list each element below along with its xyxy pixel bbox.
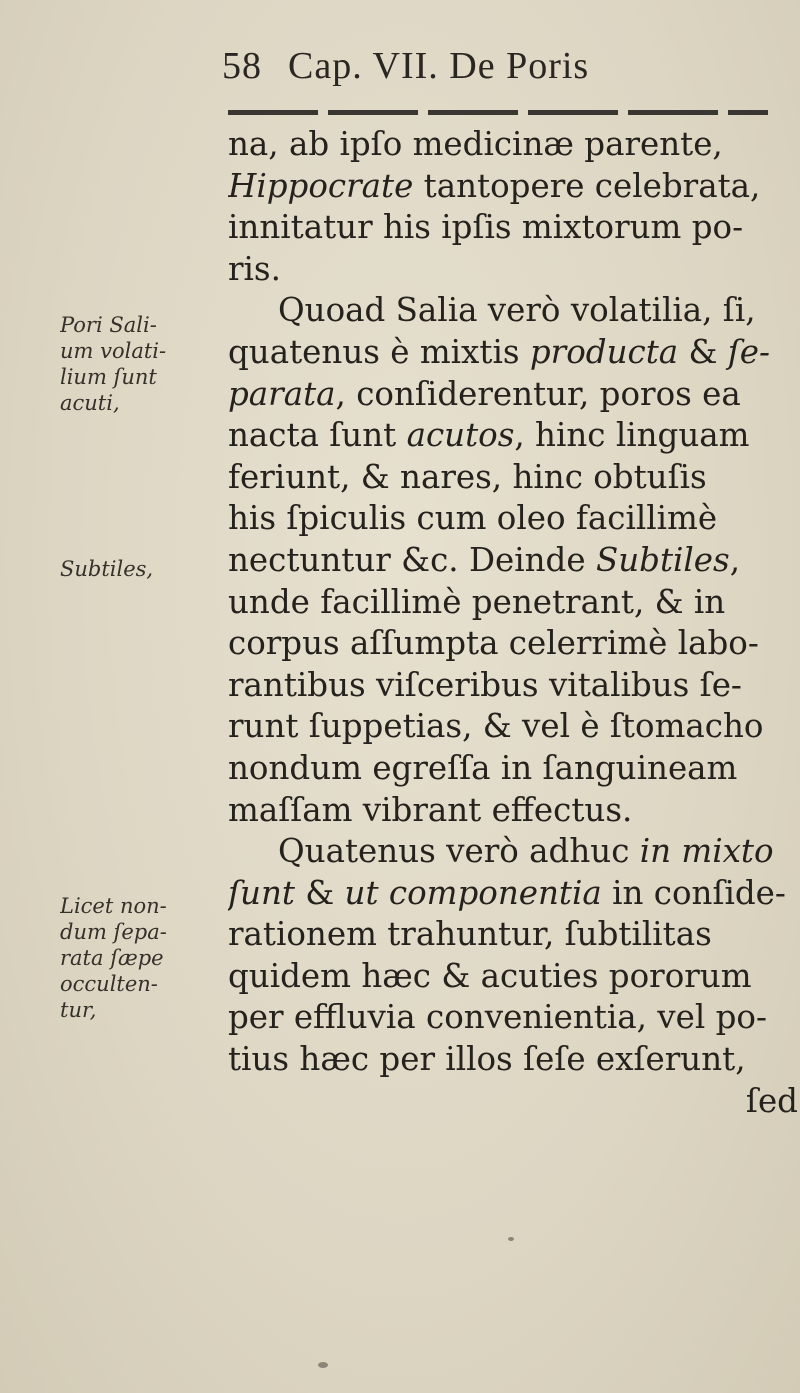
text-line (228, 457, 798, 499)
text-run: per effluvia convenientia, vel po- (228, 998, 767, 1037)
text-line (228, 207, 798, 249)
text-run: runt ſuppetias, & vel è ſtomacho (228, 707, 764, 746)
text-run: corpus aſſumpta celerrimè labo- (228, 624, 759, 663)
running-title: Cap. VII. De Poris (288, 45, 590, 87)
text-run: feriunt, & nares, hinc obtuſis (228, 457, 707, 496)
text-run: , hinc linguam (514, 416, 750, 455)
text-line (228, 249, 798, 291)
text-run: & (678, 332, 728, 371)
text-run: nacta ſunt (228, 416, 407, 455)
margin-note-licet-nondum (60, 893, 230, 1023)
text-line (228, 623, 798, 665)
text-line (228, 1081, 798, 1123)
text-line (228, 124, 798, 166)
text-line (228, 831, 798, 873)
text-run: rantibus viſceribus vitalibus ſe- (228, 665, 742, 704)
italic-phrase: ſunt (228, 873, 295, 912)
page-number: 58 (222, 45, 262, 87)
italic-phrase: ut componentia (344, 873, 602, 912)
text-line (228, 706, 798, 748)
paper-speck (318, 1362, 328, 1368)
text-line (228, 665, 798, 707)
page-header (222, 44, 589, 88)
text-line (228, 1039, 798, 1081)
margin-note-line: lium ſunt (60, 365, 157, 389)
text-line (228, 582, 798, 624)
margin-note-line: dum ſepa- (60, 920, 167, 944)
italic-phrase: ſe- (727, 332, 770, 371)
text-run: tantopere celebrata, (413, 166, 761, 205)
text-line (228, 374, 798, 416)
margin-note-line: Pori Sali- (60, 313, 157, 337)
text-run: quatenus è mixtis (228, 332, 530, 371)
text-run: Quoad Salia verò volatilia, ſi, (278, 291, 756, 330)
italic-phrase: in mixto (639, 832, 774, 871)
text-run: ſed (745, 1081, 798, 1120)
text-run: , conſiderentur, poros ea (335, 374, 741, 413)
text-run: maſſam vibrant effectus. (228, 790, 633, 829)
text-line (228, 790, 798, 832)
text-line (228, 498, 798, 540)
italic-phrase: acutos (406, 416, 515, 455)
text-line (228, 748, 798, 790)
text-run: & (294, 873, 345, 912)
text-run: , (729, 540, 741, 579)
text-line (228, 956, 798, 998)
body-text (228, 124, 798, 1122)
text-run: nondum egreſſa in ſanguineam (228, 748, 738, 787)
margin-note-line: Subtiles, (60, 557, 154, 581)
text-run: in conſide- (601, 873, 786, 912)
margin-note-subtiles (60, 556, 230, 582)
text-run: innitatur his ipſis mixtorum po- (228, 208, 744, 247)
text-run: na, ab ipſo medicinæ parente, (228, 125, 723, 163)
text-line (228, 415, 798, 457)
text-line (228, 166, 798, 208)
text-run: rationem trahuntur, ſubtilitas (228, 915, 712, 954)
text-run: his ſpiculis cum oleo facillimè (228, 499, 718, 538)
text-run: quidem hæc & acuties pororum (228, 956, 752, 995)
text-run: tius hæc per illos ſeſe exſerunt, (228, 1040, 746, 1079)
text-line (228, 914, 798, 956)
paper-speck (508, 1237, 514, 1241)
text-run: nectuntur &c. Deinde (228, 540, 596, 579)
text-run: Quatenus verò adhuc (278, 832, 640, 871)
margin-note-line: um volati- (60, 339, 167, 363)
text-line (228, 873, 798, 915)
margin-note-line: occulten- (60, 972, 158, 996)
margin-note-line: rata ſæpe (60, 946, 164, 970)
italic-phrase: producta (529, 332, 679, 371)
italic-phrase: Subtiles (595, 540, 730, 579)
italic-phrase: parata (228, 374, 336, 413)
text-line (228, 332, 798, 374)
text-run: unde facillimè penetrant, & in (228, 582, 726, 621)
margin-note-line: tur, (60, 998, 97, 1022)
margin-note-line: acuti, (60, 391, 120, 415)
text-line (228, 540, 798, 582)
margin-note-pori-salium (60, 312, 230, 416)
header-rule (228, 110, 768, 115)
text-run: ris. (228, 249, 281, 288)
margin-note-line: Licet non- (60, 894, 167, 918)
text-line (228, 290, 798, 332)
text-line (228, 997, 798, 1039)
italic-phrase: Hippocrate (228, 166, 414, 205)
